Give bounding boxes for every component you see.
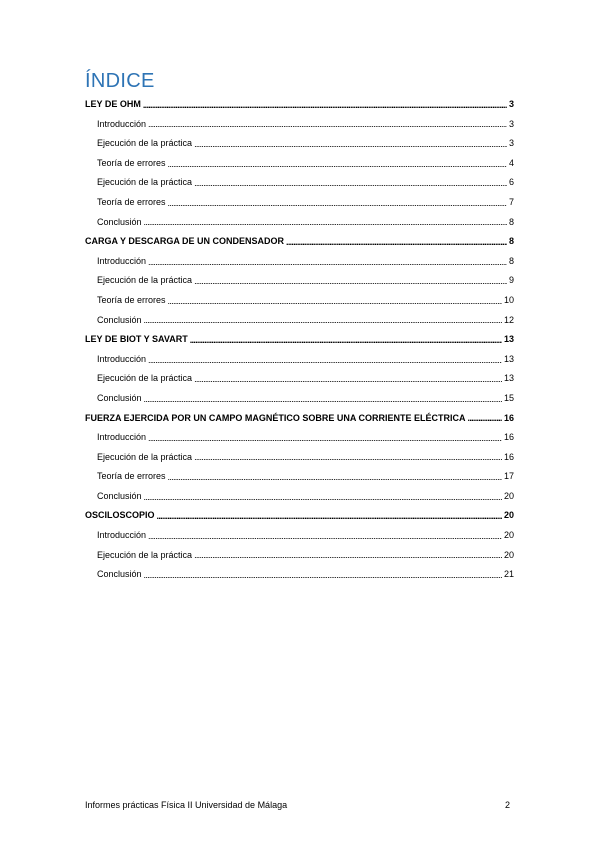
toc-dot-leader	[148, 531, 502, 541]
toc-dot-leader	[168, 198, 507, 208]
toc-entry-page-number: 20	[503, 530, 514, 541]
toc-entry-page-number: 3	[508, 118, 514, 129]
toc-dot-leader	[168, 296, 502, 306]
toc-entry-label: Introducción	[97, 432, 147, 443]
toc-entry-label: LEY DE OHM	[85, 99, 141, 109]
toc-entry-label: Teoría de errores	[97, 196, 166, 207]
toc-entry-label: FUERZA EJERCIDA POR UN CAMPO MAGNÉTICO SOBRE UNA CORRIENTE ELÉCTRICA	[85, 412, 466, 423]
toc-subsection-entry[interactable]	[85, 526, 514, 546]
toc-entry-page-number: 7	[508, 196, 514, 207]
toc-dot-leader	[194, 374, 502, 384]
toc-entry-label: Ejecución de la práctica	[97, 177, 193, 188]
toc-entry-label: LEY DE BIOT Y SAVART	[85, 334, 188, 345]
toc-entry-page-number: 13	[503, 353, 514, 364]
toc-entry-label: Conclusión	[97, 216, 142, 227]
page-footer	[85, 800, 510, 810]
toc-section-entry[interactable]	[85, 330, 514, 350]
footer-page-number: 2	[504, 800, 510, 810]
toc-dot-leader	[148, 433, 502, 443]
toc-subsection-entry[interactable]	[85, 487, 514, 507]
toc-entry-page-number: 15	[503, 392, 514, 403]
toc-subsection-entry[interactable]	[85, 389, 514, 409]
toc-dot-leader	[144, 492, 502, 502]
toc-subsection-entry[interactable]	[85, 154, 514, 174]
toc-entry-label: Teoría de errores	[97, 157, 166, 168]
toc-entry-page-number: 6	[508, 177, 514, 188]
toc-subsection-entry[interactable]	[85, 173, 514, 193]
toc-entry-label: Ejecución de la práctica	[97, 451, 193, 462]
toc-entry-page-number: 9	[508, 275, 514, 286]
toc-subsection-entry[interactable]	[85, 428, 514, 448]
toc-dot-leader	[468, 413, 502, 423]
toc-entry-page-number: 8	[508, 255, 514, 266]
toc-entry-label: Introducción	[97, 353, 147, 364]
toc-entry-page-number: 13	[503, 334, 514, 345]
toc-subsection-entry[interactable]	[85, 350, 514, 370]
toc-subsection-entry[interactable]	[85, 369, 514, 389]
toc-dot-leader	[190, 335, 502, 345]
toc-dot-leader	[194, 139, 507, 149]
toc-entry-page-number: 16	[503, 412, 514, 423]
toc-entry-page-number: 20	[503, 549, 514, 560]
toc-entry-label: Teoría de errores	[97, 294, 166, 305]
toc-entry-label: Introducción	[97, 118, 147, 129]
toc-entry-page-number: 3	[508, 99, 514, 109]
toc-section-entry[interactable]	[85, 232, 514, 252]
toc-dot-leader	[168, 472, 502, 482]
toc-entry-label: Introducción	[97, 530, 147, 541]
toc-entry-label: Introducción	[97, 255, 147, 266]
toc-dot-leader	[168, 159, 507, 169]
toc-subsection-entry[interactable]	[85, 193, 514, 213]
toc-subsection-entry[interactable]	[85, 252, 514, 272]
toc-dot-leader	[148, 355, 502, 365]
table-of-contents	[85, 95, 514, 585]
toc-entry-label: Conclusión	[97, 314, 142, 325]
toc-subsection-entry[interactable]	[85, 467, 514, 487]
toc-entry-label: Teoría de errores	[97, 471, 166, 482]
toc-entry-label: Ejecución de la práctica	[97, 138, 193, 149]
toc-entry-page-number: 3	[508, 138, 514, 149]
toc-dot-leader	[148, 257, 507, 267]
toc-entry-page-number: 16	[503, 451, 514, 462]
toc-entry-page-number: 20	[503, 490, 514, 501]
toc-subsection-entry[interactable]	[85, 546, 514, 566]
toc-dot-leader	[194, 550, 502, 560]
toc-subsection-entry[interactable]	[85, 311, 514, 331]
toc-subsection-entry[interactable]	[85, 115, 514, 135]
toc-dot-leader	[157, 511, 502, 521]
toc-entry-page-number: 13	[503, 373, 514, 384]
toc-entry-label: Conclusión	[97, 490, 142, 501]
toc-dot-leader	[194, 178, 507, 188]
toc-subsection-entry[interactable]	[85, 448, 514, 468]
toc-entry-label: Ejecución de la práctica	[97, 275, 193, 286]
toc-dot-leader	[144, 315, 502, 325]
toc-entry-page-number: 16	[503, 432, 514, 443]
toc-entry-page-number: 10	[503, 294, 514, 305]
toc-section-entry[interactable]	[85, 506, 514, 526]
toc-dot-leader	[144, 217, 507, 227]
toc-dot-leader	[144, 570, 502, 580]
toc-subsection-entry[interactable]	[85, 271, 514, 291]
toc-subsection-entry[interactable]	[85, 291, 514, 311]
toc-entry-page-number: 4	[508, 157, 514, 168]
toc-section-entry[interactable]	[85, 95, 514, 115]
toc-entry-label: CARGA Y DESCARGA DE UN CONDENSADOR	[85, 236, 285, 247]
toc-subsection-entry[interactable]	[85, 134, 514, 154]
toc-entry-label: Conclusión	[97, 392, 142, 403]
toc-entry-page-number: 17	[503, 471, 514, 482]
toc-entry-page-number: 8	[508, 216, 514, 227]
toc-subsection-entry[interactable]	[85, 565, 514, 585]
toc-title: ÍNDICE	[85, 70, 155, 92]
footer-text: Informes prácticas Física II Universidad de Málaga	[85, 800, 288, 810]
toc-dot-leader	[144, 394, 502, 404]
toc-dot-leader	[286, 237, 507, 247]
toc-entry-label: Conclusión	[97, 569, 142, 580]
toc-dot-leader	[148, 119, 507, 129]
toc-dot-leader	[143, 100, 507, 110]
toc-entry-page-number: 8	[508, 236, 514, 247]
toc-entry-page-number: 21	[503, 569, 514, 580]
toc-dot-leader	[194, 452, 502, 462]
toc-dot-leader	[194, 276, 507, 286]
toc-subsection-entry[interactable]	[85, 213, 514, 233]
toc-entry-page-number: 12	[503, 314, 514, 325]
toc-entry-label: Ejecución de la práctica	[97, 549, 193, 560]
toc-entry-page-number: 20	[503, 510, 514, 521]
toc-entry-label: OSCILOSCOPIO	[85, 510, 155, 521]
toc-section-entry[interactable]	[85, 409, 514, 429]
toc-entry-label: Ejecución de la práctica	[97, 373, 193, 384]
